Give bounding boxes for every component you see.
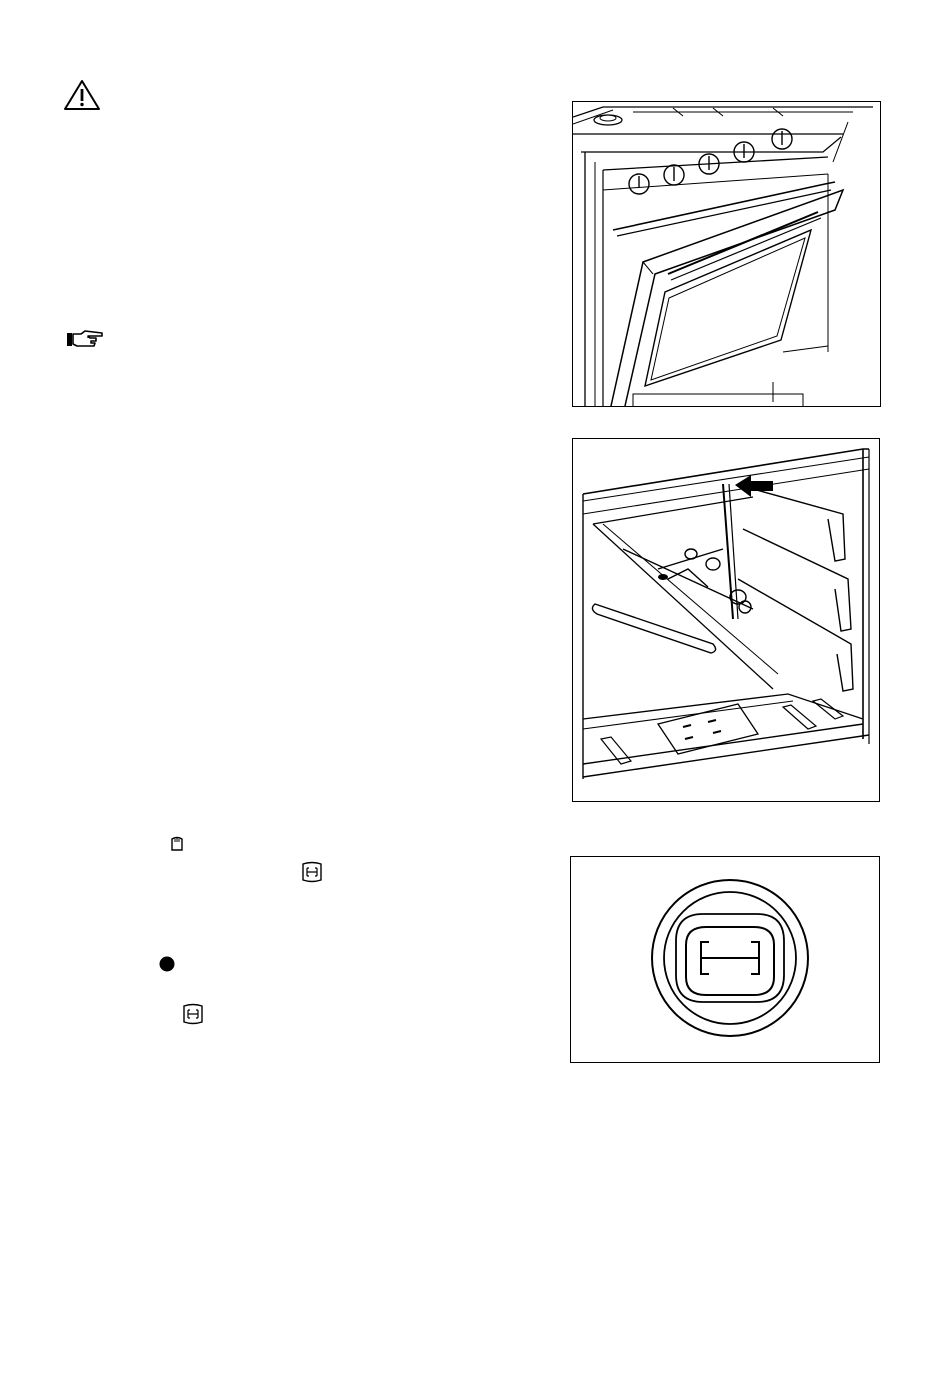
grill-element-icon (300, 861, 324, 883)
oven-lamp-icon (170, 836, 184, 852)
figure-grill-symbol-knob (570, 856, 880, 1063)
grill-element-icon (181, 1003, 205, 1025)
figure-oven-interior-spit (572, 438, 880, 802)
pointing-hand-icon (66, 329, 104, 349)
filled-circle-icon (159, 956, 175, 972)
warning-triangle-icon (62, 78, 102, 112)
figure-oven-door-open (572, 101, 881, 407)
